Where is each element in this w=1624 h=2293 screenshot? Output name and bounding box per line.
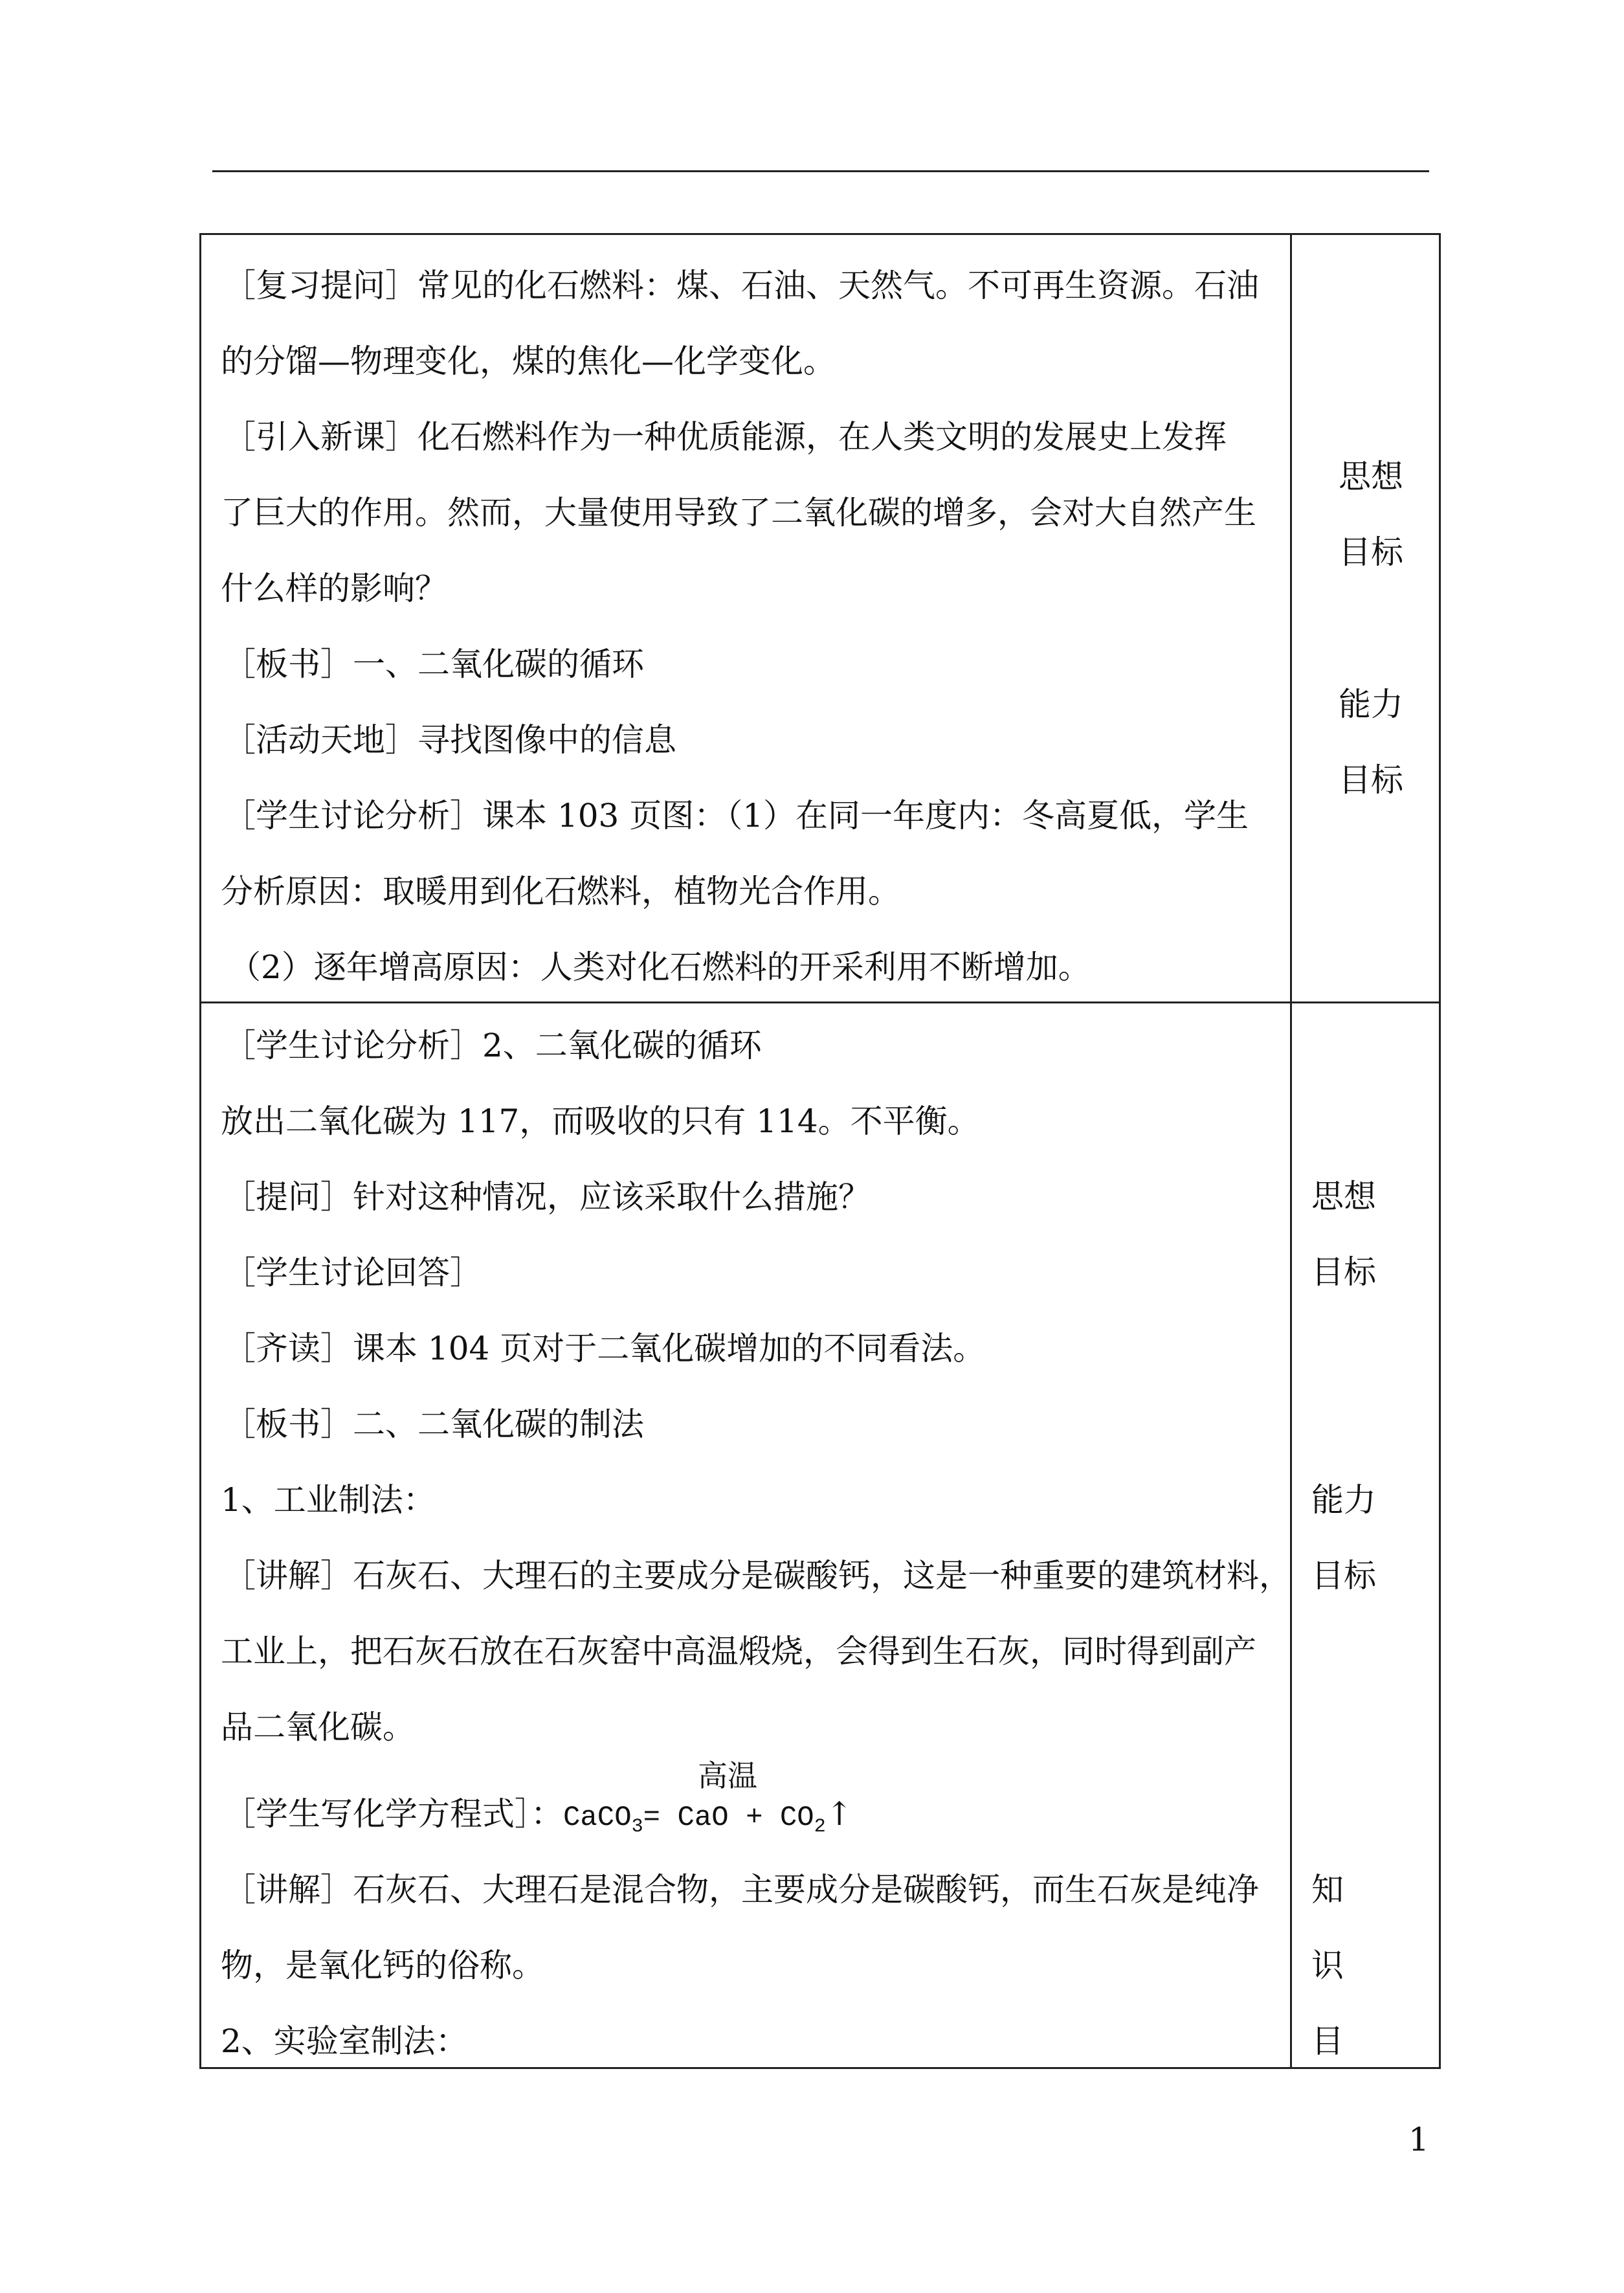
objective-label: 目: [1311, 2022, 1344, 2060]
objectives-cell: [1292, 1003, 1439, 2067]
text-line: 的分馏—物理变化，煤的焦化—化学变化。: [221, 342, 836, 380]
text-line: ［讲解］石灰石、大理石是混合物，主要成分是碳酸钙，而生石灰是纯净: [223, 1871, 1259, 1908]
objective-label: 知: [1311, 1871, 1344, 1908]
objective-label: 目标: [1311, 1557, 1376, 1594]
page-number: 1: [1408, 2121, 1429, 2158]
teaching-process-cell: [201, 1003, 1292, 2067]
text-line: 分析原因：取暖用到化石燃料，植物光合作用。: [221, 873, 900, 910]
text-line: ［提问］针对这种情况，应该采取什么措施？: [223, 1178, 871, 1216]
objective-label: 目标: [1311, 1253, 1376, 1291]
text-line: ［学生讨论回答］: [223, 1254, 482, 1292]
gas-arrow-icon: ↑: [825, 1795, 853, 1833]
objective-label: 思想: [1339, 458, 1403, 495]
reaction-condition: 高温: [698, 1758, 757, 1793]
equation-prefix: ［学生写化学方程式］：: [223, 1795, 563, 1833]
reactant-formula: CaCO$_3$= CaO + $CO_2$: [563, 1802, 826, 1838]
text-line: 工业上，把石灰石放在石灰窑中高温煅烧，会得到生石灰，同时得到副产: [221, 1633, 1256, 1670]
text-line: ［引入新课］化石燃料作为一种优质能源，在人类文明的发展史上发挥: [223, 418, 1227, 456]
text-line: 什么样的影响？: [221, 570, 447, 607]
objective-label: 思想: [1311, 1178, 1376, 1215]
objective-label: 目标: [1339, 761, 1403, 799]
table-row-preparation: [199, 1001, 1441, 2069]
objectives-cell: [1292, 235, 1439, 1001]
text-line: ［讲解］石灰石、大理石的主要成分是碳酸钙，这是一种重要的建筑材料，: [223, 1557, 1291, 1594]
header-rule: [212, 170, 1429, 172]
text-line: 了巨大的作用。然而，大量使用导致了二氧化碳的增多，会对大自然产生: [221, 494, 1256, 531]
text-line: 1、工业制法：: [221, 1481, 436, 1519]
teaching-process-cell: [201, 235, 1292, 1001]
text-line: ［板书］二、二氧化碳的制法: [223, 1405, 644, 1443]
text-line: ［复习提问］常见的化石燃料：煤、石油、天然气。不可再生资源。石油: [223, 267, 1259, 304]
text-line: ［板书］一、二氧化碳的循环: [223, 645, 644, 683]
objective-label: 目标: [1339, 533, 1403, 571]
text-line: ［学生讨论分析］2、二氧化碳的循环: [223, 1027, 762, 1064]
table-row-review: [199, 233, 1441, 1003]
text-line: 物，是氧化钙的俗称。: [221, 1947, 544, 1984]
objective-label: 能力: [1311, 1481, 1376, 1519]
text-line: 品二氧化碳。: [221, 1708, 415, 1746]
objective-label: 能力: [1339, 686, 1403, 723]
lesson-table: [199, 233, 1441, 2069]
text-line: 2、实验室制法：: [221, 2022, 468, 2060]
text-line: 放出二氧化碳为 117，而吸收的只有 114。不平衡。: [221, 1102, 980, 1140]
text-line: ［活动天地］寻找图像中的信息: [223, 721, 676, 759]
text-line: ［学生讨论分析］课本 103 页图：（1）在同一年度内：冬高夏低，学生: [223, 797, 1249, 834]
text-line: ［齐读］课本 104 页对于二氧化碳增加的不同看法。: [223, 1330, 986, 1367]
text-line: （2）逐年增高原因：人类对化石燃料的开采利用不断增加。: [228, 948, 1091, 986]
objective-label: 识: [1311, 1947, 1344, 1984]
chemical-equation: [223, 1795, 853, 1838]
